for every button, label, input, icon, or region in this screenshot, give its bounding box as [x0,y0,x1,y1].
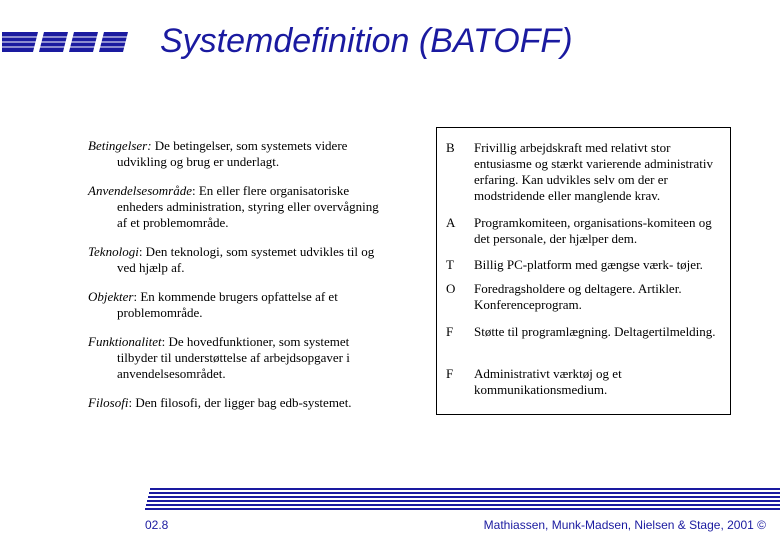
definition-term: Filosofi [88,395,129,410]
definition-term: Betingelser: [88,138,152,153]
definition-term: Objekter [88,289,134,304]
definition-text: : Den filosofi, der ligger bag edb-systemet. [128,395,352,410]
page-number: 02.8 [145,518,169,532]
definition-teknologi [88,244,388,276]
definition-filosofi [88,395,388,411]
definition-list [88,138,388,424]
definition-anvendelsesomraade [88,183,388,231]
box-item-letter: B [446,140,455,155]
definition-text: : En eller flere organisatoriske enheders administration, styring eller overvågning af et problemområde. [117,183,379,230]
box-item-text: Foredragsholdere og deltagere. Artikler. Konferenceprogram. [474,281,682,312]
definition-text: : Den teknologi, som systemet udvikles til og ved hjælp af. [117,244,375,275]
box-item-letter: T [446,257,454,272]
definition-text: : En kommende brugers opfattelse af et problemområde. [117,289,338,320]
footer-credits: Mathiassen, Munk-Madsen, Nielsen & Stage, 2001 © [483,518,766,532]
footer-bars [145,488,780,514]
page-title: Systemdefinition (BATOFF) [160,22,573,60]
box-item-letter: A [446,215,456,230]
definition-text: De betingelser, som systemets videre udvikling og brug er underlagt. [117,138,348,169]
definition-objekter [88,289,388,321]
box-item-text: Programkomiteen, organisations-komiteen og det personale, der hjælper dem. [474,215,712,246]
definition-betingelser [88,138,388,170]
box-item-text: Billig PC-platform med gængse værk- tøjer. [474,257,703,272]
logo-stripes-icon [2,28,134,56]
definition-term: Anvendelsesområde [88,183,192,198]
definition-text: : De hovedfunktioner, som systemet tilbyder til understøttelse af arbejdsopgaver i anvendelsesområdet. [117,334,350,381]
definition-funktionalitet [88,334,388,382]
box-item-letter: F [446,324,454,339]
definition-term: Teknologi [88,244,139,259]
box-item-letter: O [446,281,456,296]
batoff-box [436,127,731,415]
definition-term: Funktionalitet [88,334,162,349]
box-item-text: Administrativt værktøj og et kommunikationsmedium. [474,366,622,397]
box-item-text: Frivillig arbejdskraft med relativt stor entusiasme og stærkt varierende administrativ erfaring. Kan udvikles selv om der er modstridende eller manglende krav. [474,140,713,203]
box-item-text: Støtte til programlægning. Deltagertilmelding. [474,324,716,339]
box-item-letter: F [446,366,454,381]
